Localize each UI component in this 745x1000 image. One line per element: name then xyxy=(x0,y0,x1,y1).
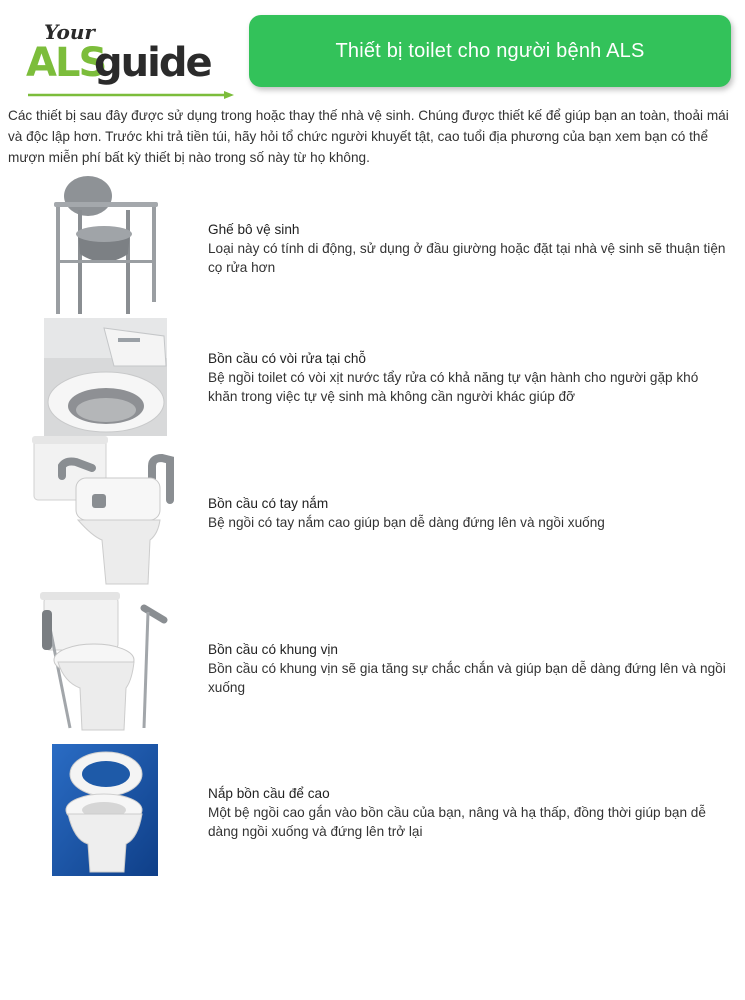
page-title-banner xyxy=(249,15,731,87)
logo-arrow-icon xyxy=(26,90,236,100)
item-description: Loại này có tính di động, sử dụng ở đầu giường hoặc đặt tại nhà vệ sinh sẽ thuận tiện cọ rửa hơn xyxy=(208,241,726,275)
commode-chair-image xyxy=(48,174,163,316)
logo-guide-text: guide xyxy=(94,40,211,86)
page-title: Thiết bị toilet cho người bệnh ALS xyxy=(335,39,645,62)
toilet-safety-frame-image xyxy=(40,590,168,738)
item-title: Ghế bô vệ sinh xyxy=(208,222,300,237)
logo-als-text: ALS xyxy=(26,40,106,86)
bidet-seat-image xyxy=(44,318,167,436)
your-als-guide-logo xyxy=(24,22,236,84)
item-description: Bệ ngồi có tay nắm cao giúp bạn dễ dàng đứng lên và ngồi xuống xyxy=(208,515,605,530)
item-title: Bồn cầu có vòi rửa tại chỗ xyxy=(208,351,366,366)
raised-toilet-seat-image xyxy=(52,744,158,876)
item-title: Nắp bồn cầu để cao xyxy=(208,786,330,801)
logo-your-text: Your xyxy=(44,20,95,44)
item-title: Bồn cầu có tay nắm xyxy=(208,496,329,511)
intro-paragraph: Các thiết bị sau đây được sử dụng trong hoặc thay thế nhà vệ sinh. Chúng được thiết kế để giúp bạn an toàn, thoải mái và độc lập hơn. Trước khi trả tiền túi, hãy hỏi tổ chức người khuyết tật, cao tuổi địa phương của bạn xem bạn có thể mượn miễn phí bất kỳ thiết bị nào trong số này từ họ không. xyxy=(8,108,729,165)
raised-seat-handles-image xyxy=(32,436,178,588)
item-description: Bệ ngồi toilet có vòi xịt nước tẩy rửa có khả năng tự vận hành cho người gặp khó khăn trong việc tự vệ sinh mà không cần người khác giúp đỡ xyxy=(208,370,699,404)
item-description: Một bệ ngồi cao gắn vào bồn cầu của bạn, nâng và hạ thấp, đồng thời giúp bạn dễ dàng ngồi xuống và đứng lên trở lại xyxy=(208,805,706,839)
item-title: Bồn cầu có khung vịn xyxy=(208,642,338,657)
item-description: Bồn cầu có khung vịn sẽ gia tăng sự chắc chắn và giúp bạn dễ dàng đứng lên và ngồi xuống xyxy=(208,661,726,695)
